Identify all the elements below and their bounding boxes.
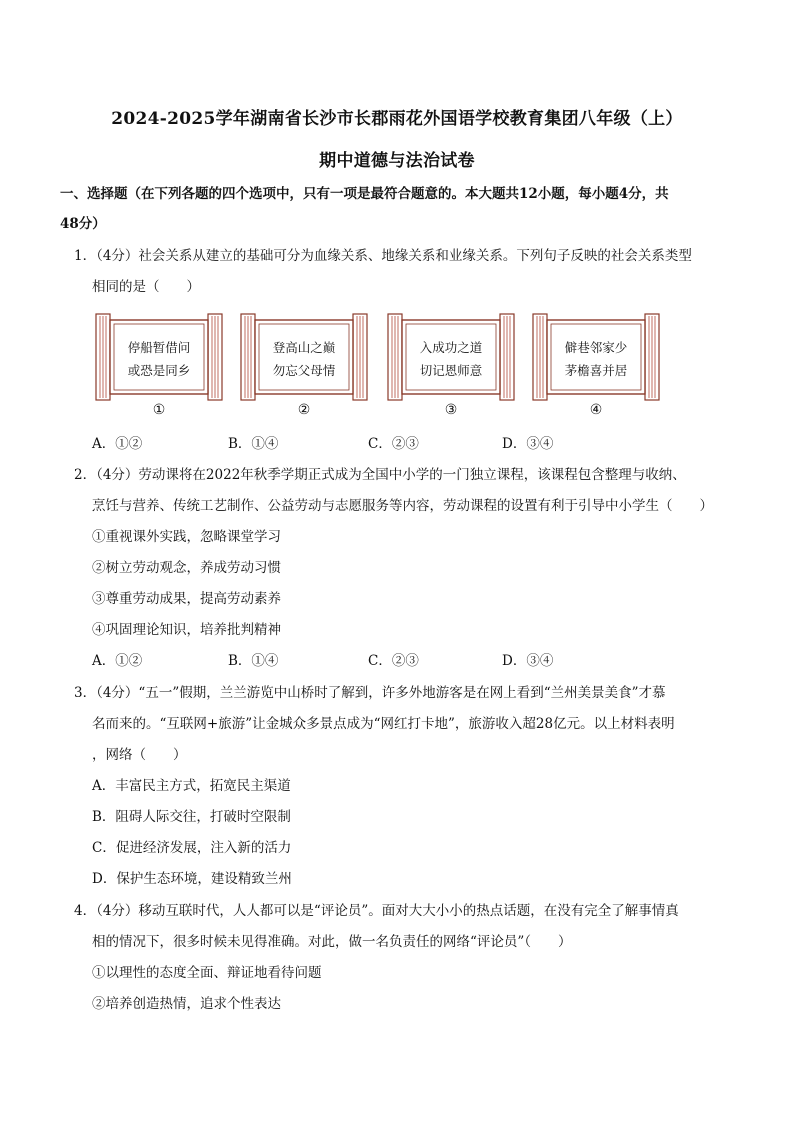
q2-item-2: ②树立劳动观念，养成劳动习惯 [92,560,281,576]
q1-option-c[interactable]: C．②③ [368,436,419,452]
q1-option-b[interactable]: B．①④ [228,436,279,452]
q3-option-d[interactable]: D．保护生态环境，建设精致兰州 [92,871,292,887]
scroll-number: ② [297,402,311,418]
section-heading-line1: 一、选择题（在下列各题的四个选项中，只有一项是最符合题意的。本大题共12小题，每小题4分，共 [60,186,669,202]
exam-title-line2: 期中道德与法治试卷 [319,151,475,171]
q2-option-b[interactable]: B．①④ [228,653,279,669]
section-heading-line2: 48分） [60,216,106,232]
q1-stem-line1: 1．（4分）社会关系从建立的基础可分为血缘关系、地缘关系和业缘关系。下列句子反映的社会关系类型 [74,248,692,264]
scroll-image-2 [237,312,371,422]
q2-options [92,651,692,671]
q4-stem-line2: 相的情况下，很多时候未见得准确。对此，做一名负责任的网络“评论员”（ ） [92,934,572,950]
scroll-image-4 [529,312,663,422]
q1-options [92,434,692,454]
q3-stem-line3: ，网络（ ） [92,747,187,763]
scroll-image-3 [384,312,518,422]
q3-option-a[interactable]: A．丰富民主方式，拓宽民主渠道 [92,778,291,794]
q1-option-a[interactable]: A．①② [92,436,143,452]
q3-option-b[interactable]: B．阻碍人际交往，打破时空限制 [92,809,291,825]
scroll-image-1 [92,312,226,422]
scroll-line: 切记恩师意 [419,363,483,378]
q4-item-2: ②培养创造热情，追求个性表达 [92,996,281,1012]
q2-item-4: ④巩固理论知识，培养批判精神 [92,622,281,638]
q3-stem-line2: 名而来的。“互联网+旅游”让金城众多景点成为“网红打卡地”，旅游收入超28亿元。以上材料表明 [92,716,675,732]
scroll-line: 勿忘父母情 [272,363,336,378]
q2-item-1: ①重视课外实践，忽略课堂学习 [92,529,281,545]
q2-item-3: ③尊重劳动成果，提高劳动素养 [92,591,281,607]
scroll-number: ④ [589,402,603,418]
scroll-number: ③ [444,402,458,418]
scroll-line: 茅檐喜并居 [564,363,628,378]
q4-item-1: ①以理性的态度全面、辩证地看待问题 [92,965,322,981]
q1-scroll-images [92,312,692,422]
q2-option-d[interactable]: D．③④ [502,653,554,669]
q2-option-c[interactable]: C．②③ [368,653,419,669]
q2-stem-line2: 烹饪与营养、传统工艺制作、公益劳动与志愿服务等内容，劳动课程的设置有利于引导中小学生（ ） [92,498,713,514]
scroll-line: 僻巷邻家少 [564,340,628,355]
q3-stem-line1: 3．（4分）“五一”假期，兰兰游览中山桥时了解到，许多外地游客是在网上看到“兰州美景美食”才慕 [74,685,666,701]
q2-option-a[interactable]: A．①② [92,653,143,669]
scroll-line: 或恐是同乡 [127,363,191,378]
q3-option-c[interactable]: C．促进经济发展，注入新的活力 [92,840,292,856]
scroll-line: 登高山之巅 [272,340,336,355]
q4-stem-line1: 4．（4分）移动互联时代，人人都可以是“评论员”。面对大大小小的热点话题，在没有完全了解事情真 [74,903,679,919]
scroll-number: ① [152,402,166,418]
scroll-line: 入成功之道 [419,340,483,355]
q1-option-d[interactable]: D．③④ [502,436,554,452]
q1-stem-line2: 相同的是（ ） [92,279,200,295]
scroll-line: 停船暂借问 [127,340,191,355]
q2-stem-line1: 2．（4分）劳动课将在2022年秋季学期正式成为全国中小学的一门独立课程，该课程包含整理与收纳、 [74,467,686,483]
exam-title-line1: 2024-2025学年湖南省长沙市长郡雨花外国语学校教育集团八年级（上） [111,109,683,129]
